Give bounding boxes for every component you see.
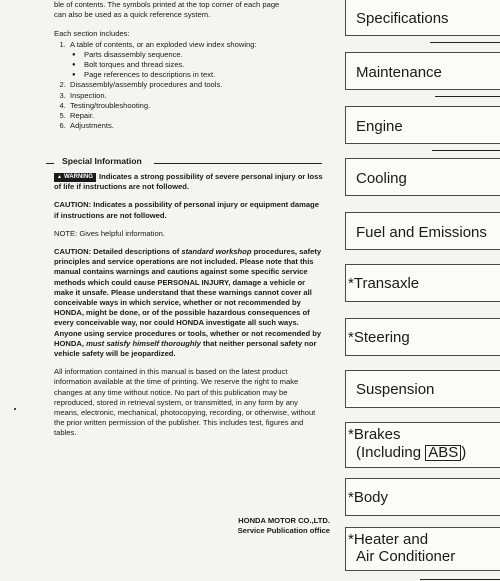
divider (432, 150, 500, 151)
intro-section (54, 0, 324, 131)
list-item: 2. Disassembly/assembly procedures and tools. (68, 80, 324, 90)
caution-emphasis: standard workshop (181, 247, 252, 257)
publisher-block (54, 516, 330, 536)
tab-maintenance[interactable] (345, 52, 500, 90)
note-paragraph: NOTE: Gives helpful information. (54, 228, 165, 238)
tab-label: Suspension (356, 381, 435, 398)
list-item: 5. Repair. (68, 111, 324, 121)
list-item-text: A table of contents, or an exploded view index showing: (70, 39, 257, 49)
tab-label: ) (461, 444, 467, 461)
bullet-list (70, 50, 324, 81)
tab-heater-and-air-conditioner[interactable] (345, 527, 500, 571)
margin-mark (14, 408, 16, 410)
tab-transaxle[interactable] (345, 264, 500, 302)
tab-engine[interactable] (345, 106, 500, 144)
caution-text: CAUTION: Detailed descriptions of (54, 247, 182, 257)
tab-label: Cooling (356, 170, 407, 187)
warning-text: Indicates a strong possibility of severe personal injury or loss of life if instructions are not followed. (54, 172, 323, 192)
tab-label: *Brakes (348, 426, 401, 443)
tab-label: Engine (356, 118, 403, 135)
list-item: 6. Adjustments. (68, 121, 324, 131)
bullet-item: ● Bolt torques and thread sizes. (82, 60, 324, 70)
list-item (68, 40, 324, 81)
list-item: 4. Testing/troubleshooting. (68, 101, 324, 111)
copyright-paragraph: All information contained in this manual is based on the latest product information available at the time of printing. We reserve the right to make changes at any time without notice. No part of this publication may be reproduced, stored in retrieval system, or transmitted, in any form by any means, electronic, mechanical, photocopying, recording, or otherwise, without the prior written permission of the publisher. This includes test, figures and tables. (54, 367, 316, 438)
list-item: 3. Inspection. (68, 91, 324, 101)
tab-brakes[interactable] (345, 422, 500, 468)
caution-detail-paragraph (54, 247, 324, 359)
divider (46, 163, 54, 164)
company-name: HONDA MOTOR CO.,LTD. (238, 516, 330, 525)
bullet-item: ● Parts disassembly sequence. (82, 50, 324, 60)
tab-body[interactable] (345, 478, 500, 516)
tab-label: Specifications (356, 10, 449, 27)
tab-fuel-and-emissions[interactable] (345, 212, 500, 250)
intro-line-1: ble of contents. The symbols printed at the top corner of each page (54, 0, 280, 9)
special-info-header (46, 156, 326, 170)
warning-badge (54, 173, 96, 182)
tab-label: Maintenance (356, 64, 442, 81)
caution-emphasis: must satisfy himself thoroughly (86, 338, 201, 348)
tab-cooling[interactable] (345, 158, 500, 196)
company-office: Service Publication office (237, 526, 330, 535)
divider (420, 579, 500, 580)
warning-badge-label: WARNING (63, 174, 93, 180)
section-contents-list (54, 40, 324, 132)
special-info-section (54, 172, 324, 447)
tab-steering[interactable] (345, 318, 500, 356)
divider (430, 42, 500, 43)
caution-text: procedures, safety principles and service operations are not included. Please note that this manual contains warnings and cautions against some specific service methods which could cause PERSONAL INJURY, damage a vehicle or make it unsafe. Please understand that these warnings cannot cover all conceivable ways in which service, whether or not recommended by HONDA, might be done, or of the possible hazardous consequences of every conceivable way, nor could HONDA investigate all such ways. Anyone using service procedures or tools, whether or not recomended by HONDA, (54, 247, 322, 348)
divider (154, 163, 322, 164)
abs-boxed-label: ABS (425, 445, 461, 461)
tab-label: *Transaxle (348, 275, 420, 292)
tab-label: Air Conditioner (356, 548, 456, 565)
divider (435, 96, 500, 97)
warning-triangle-icon: ▲ (57, 174, 62, 180)
warning-paragraph (54, 172, 324, 192)
tab-label: *Steering (348, 329, 410, 346)
special-info-title: Special Information (62, 156, 142, 166)
tab-label-line-2 (356, 444, 466, 462)
tab-label: Fuel and Emissions (356, 224, 487, 241)
section-intro: Each section includes: (54, 29, 130, 39)
tab-specifications[interactable] (345, 0, 500, 36)
tab-label: *Heater and (348, 531, 429, 548)
tab-label: *Body (348, 489, 389, 506)
tab-label: (Including (356, 444, 426, 461)
bullet-item: ● Page references to descriptions in text. (82, 70, 324, 80)
caution-text: that neither personal safety nor vehicle safety will be jeopardized. (54, 338, 317, 359)
intro-line-2: can also be used as a quick reference system. (54, 10, 211, 20)
tab-suspension[interactable] (345, 370, 500, 408)
caution-paragraph: CAUTION: Indicates a possibility of personal injury or equipment damage if instructions are not followed. (54, 200, 319, 220)
manual-text-column (54, 0, 330, 535)
